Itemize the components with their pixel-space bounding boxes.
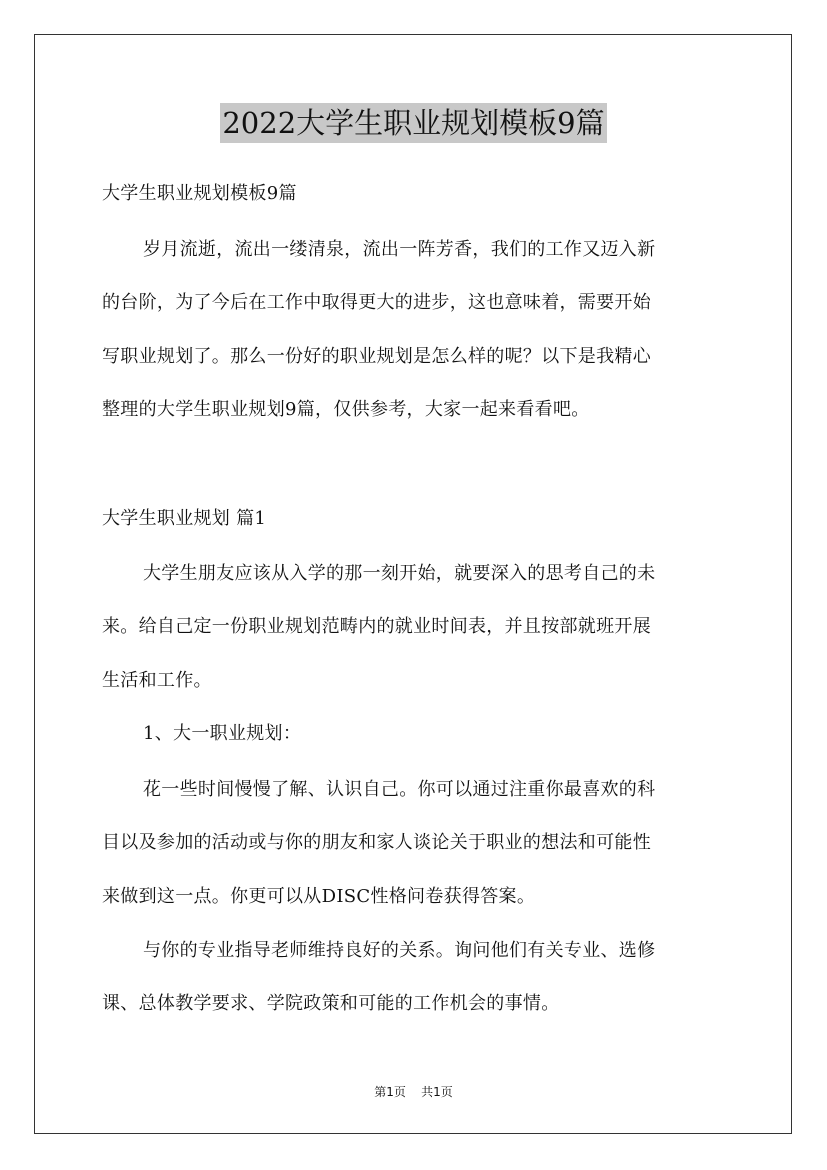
item1-para1-line-2: 目以及参加的活动或与你的朋友和家人谈论关于职业的想法和可能性	[102, 832, 651, 853]
document-title	[0, 103, 827, 143]
item1-para1-line-3: 来做到这一点。你更可以从DISC性格问卷获得答案。	[102, 886, 536, 907]
item1-heading: 1、大一职业规划：	[143, 723, 302, 744]
intro-line-2: 的台阶，为了今后在工作中取得更大的进步，这也意味着，需要开始	[102, 292, 651, 313]
section-heading: 大学生职业规划 篇1	[102, 508, 267, 529]
intro-line-3: 写职业规划了。那么一份好的职业规划是怎么样的呢？以下是我精心	[102, 346, 651, 367]
document-title-text: 2022大学生职业规划模板9篇	[220, 103, 606, 143]
page-footer	[0, 1084, 827, 1100]
section1-para1-line-1: 大学生朋友应该从入学的那一刻开始，就要深入的思考自己的未	[143, 563, 656, 584]
section1-para1-line-2: 来。给自己定一份职业规划范畴内的就业时间表，并且按部就班开展	[102, 616, 651, 637]
item1-para2-line-2: 课、总体教学要求、学院政策和可能的工作机会的事情。	[102, 993, 560, 1014]
intro-line-4: 整理的大学生职业规划9篇，仅供参考，大家一起来看看吧。	[102, 399, 590, 420]
document-subtitle: 大学生职业规划模板9篇	[102, 183, 297, 204]
item1-para2-line-1: 与你的专业指导老师维持良好的关系。询问他们有关专业、选修	[143, 940, 656, 961]
page-number: 第1页	[374, 1085, 406, 1099]
section1-para1-line-3: 生活和工作。	[102, 670, 212, 691]
total-pages: 共1页	[421, 1085, 453, 1099]
item1-para1-line-1: 花一些时间慢慢了解、认识自己。你可以通过注重你最喜欢的科	[143, 779, 656, 800]
intro-line-1: 岁月流逝，流出一缕清泉，流出一阵芳香，我们的工作又迈入新	[143, 239, 656, 260]
